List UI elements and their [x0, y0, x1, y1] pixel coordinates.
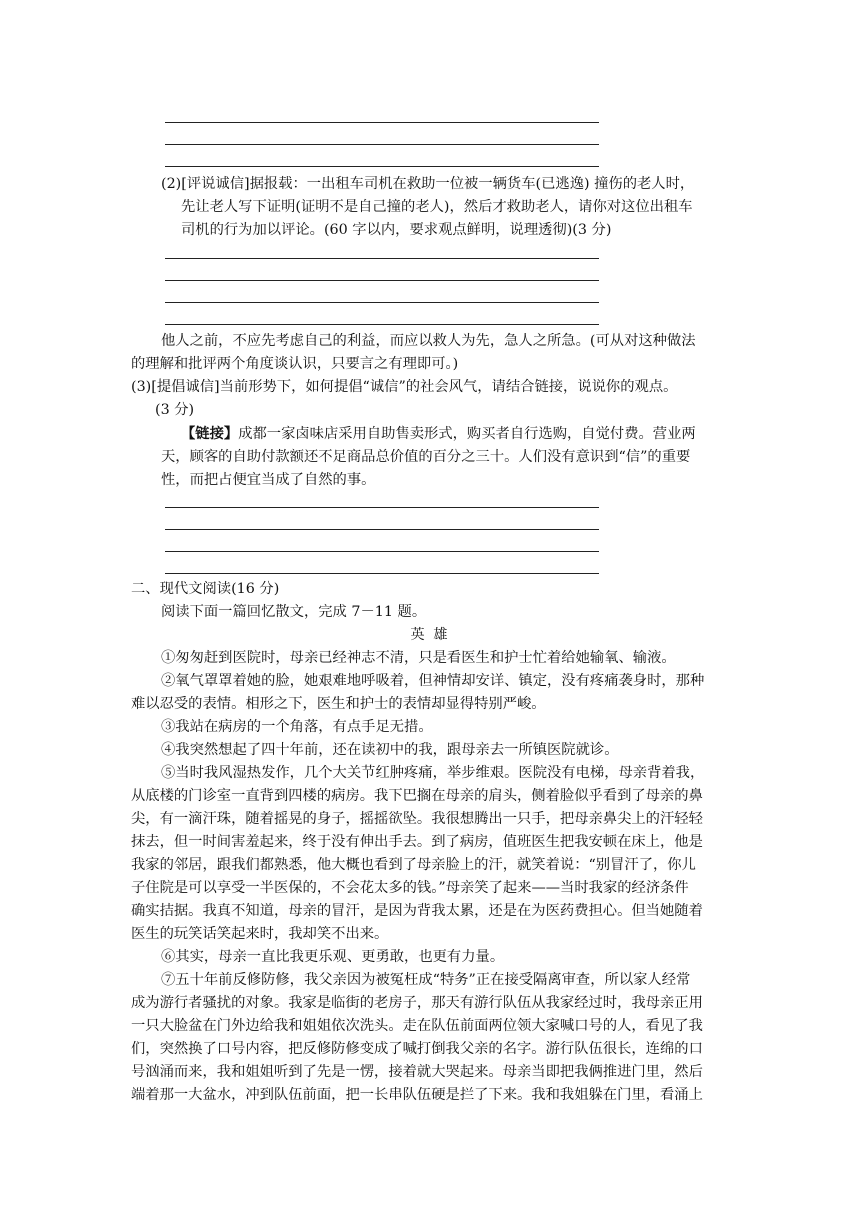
essay-paragraph-line: 从底楼的门诊室一直背到四楼的病房。我下巴搁在母亲的肩头，侧着脸似乎看到了母亲的鼻 [131, 788, 703, 804]
essay-paragraph-line: 医生的玩笑话笑起来时，我却笑不出来。 [131, 926, 389, 942]
essay-paragraph-line: ⑥其实，母亲一直比我更乐观、更勇敢，也更有力量。 [161, 949, 505, 965]
link-tag: 【链接】 [181, 426, 239, 442]
essay-paragraph-line: 成为游行者骚扰的对象。我家是临街的老房子，那天有游行队伍从我家经过时，我母亲正用 [131, 995, 703, 1011]
essay-paragraph-line: ④我突然想起了四十年前，还在读初中的我，跟母亲去一所镇医院就诊。 [161, 742, 619, 758]
essay-paragraph-line: 一只大脸盆在门外边给我和姐姐依次洗头。走在队伍前面两位领大家喊口号的人，看见了我 [131, 1018, 703, 1034]
q3-link-line-1 [181, 424, 696, 444]
reading-instruction: 阅读下面一篇回忆散文，完成 7－11 题。 [161, 604, 427, 620]
essay-paragraph-line: ⑦五十年前反修防修，我父亲因为被冤枉成“特务”正在接受隔离审查，所以家人经常 [161, 972, 691, 988]
essay-paragraph-line: ③我站在病房的一个角落，有点手足无措。 [161, 719, 433, 735]
answer-line [165, 280, 599, 281]
answer-line [165, 122, 599, 123]
answer-note-line-2: 的理解和批评两个角度谈认识，只要言之有理即可。) [131, 356, 459, 372]
section-heading: 二、现代文阅读(16 分) [131, 581, 280, 597]
essay-paragraph-line: ①匆匆赶到医院时，母亲已经神志不清，只是看医生和护士忙着给她输氧、输液。 [161, 650, 676, 666]
q3-line-2: (3 分) [155, 402, 195, 418]
answer-line [165, 302, 599, 303]
answer-line [165, 529, 599, 530]
essay-paragraph-line: ②氧气罩罩着她的脸，她艰难地呼吸着，但神情却安详、镇定，没有疼痛袭身时，那种 [161, 673, 705, 689]
answer-line [165, 144, 599, 145]
q3-link-line-2: 天，顾客的自助付款额还不足商品总价值的百分之三十。人们没有意识到“信”的重要 [161, 449, 691, 465]
essay-paragraph-line: 号汹涌而来，我和姐姐听到了先是一愣，接着就大哭起来。母亲当即把我俩推进门里，然后 [131, 1064, 703, 1080]
essay-paragraph-line: 确实拮据。我真不知道，母亲的冒汗，是因为背我太累，还是在为医药费担心。但当她随着 [131, 903, 703, 919]
answer-line [165, 551, 599, 552]
answer-line [165, 258, 599, 259]
answer-note-line-1: 他人之前，不应先考虑自己的利益，而应以救人为先，急人之所急。(可从对这种做法 [161, 333, 696, 349]
essay-title: 英 雄 [410, 627, 450, 643]
answer-line [165, 166, 599, 167]
essay-paragraph-line: 子住院是可以享受一半医保的，不会花太多的钱。”母亲笑了起来——当时我家的经济条件 [131, 880, 689, 896]
q2-line-1: (2)[评说诚信]据报载：一出租车司机在救助一位被一辆货车(已逃逸) 撞伤的老人时， [161, 176, 695, 192]
essay-paragraph-line: 们，突然换了口号内容，把反修防修变成了喊打倒我父亲的名字。游行队伍很长，连绵的口 [131, 1041, 703, 1057]
essay-paragraph-line: 端着那一大盆水，冲到队伍前面，把一长串队伍硬是拦了下来。我和我姐躲在门里，看涌上 [131, 1087, 703, 1103]
answer-line [165, 324, 599, 325]
essay-paragraph-line: ⑤当时我风湿热发作，几个大关节红肿疼痛，举步维艰。医院没有电梯，母亲背着我， [161, 765, 705, 781]
essay-paragraph-line: 难以忍受的表情。相形之下，医生和护士的表情却显得特别严峻。 [131, 696, 546, 712]
q3-line-1: (3)[提倡诚信]当前形势下，如何提倡“诚信”的社会风气，请结合链接，说说你的观点。 [131, 379, 678, 395]
q3-link-line-3: 性，而把占便宜当成了自然的事。 [161, 472, 376, 488]
q2-line-2: 先让老人写下证明(证明不是自己撞的老人)，然后才救助老人，请你对这位出租车 [181, 199, 693, 215]
answer-line [165, 507, 599, 508]
link-text: 成都一家卤味店采用自助售卖形式，购买者自行选购，自觉付费。营业两 [238, 426, 696, 442]
essay-paragraph-line: 抹去，但一时间害羞起来，终于没有伸出手去。到了病房，值班医生把我安顿在床上，他是 [131, 834, 703, 850]
essay-paragraph-line: 我家的邻居，跟我们都熟悉，他大概也看到了母亲脸上的汗，就笑着说：“别冒汗了，你儿 [131, 857, 696, 873]
answer-line [165, 573, 599, 574]
essay-paragraph-line: 尖，有一滴汗珠，随着摇晃的身子，摇摇欲坠。我很想腾出一只手，把母亲鼻尖上的汗轻轻 [131, 811, 703, 827]
q2-line-3: 司机的行为加以评论。(60 字以内，要求观点鲜明，说理透彻)(3 分) [181, 222, 612, 238]
